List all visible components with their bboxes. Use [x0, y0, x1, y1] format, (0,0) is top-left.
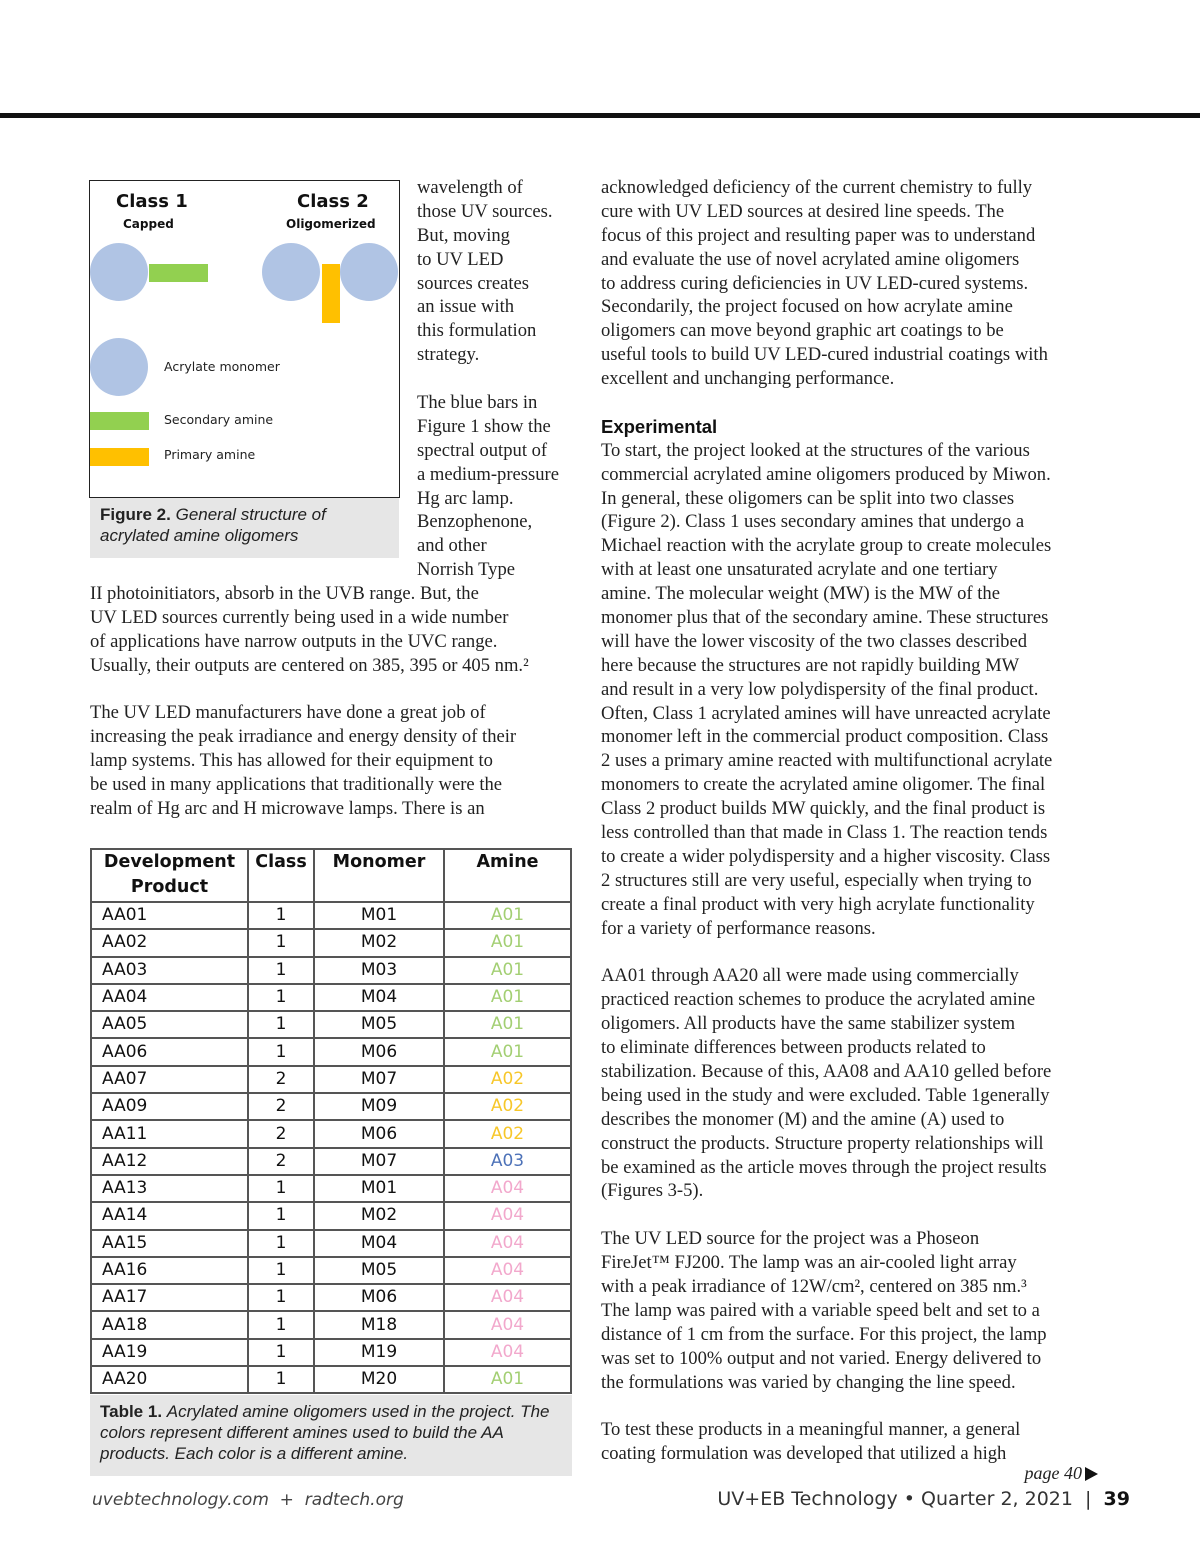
text-line: this formulation	[417, 320, 537, 342]
product-cell: AA15	[91, 1230, 248, 1257]
class-cell: 1	[248, 929, 314, 956]
continued-page-label: page 40	[1024, 1463, 1082, 1483]
text-line: Secondarily, the project focused on how acrylate amine	[601, 296, 1013, 318]
text-line: AA01 through AA20 all were made using commercially	[601, 965, 1019, 987]
table-row	[91, 1230, 571, 1257]
paragraph-break	[601, 1394, 1052, 1418]
table-row	[91, 929, 571, 956]
amine-cell: A03	[444, 1148, 571, 1175]
monomer-cell: M02	[314, 929, 444, 956]
table-row	[91, 1093, 571, 1120]
monomer-cell: M07	[314, 1148, 444, 1175]
text-line: spectral output of	[417, 439, 548, 461]
text-line: and other	[417, 535, 487, 557]
product-cell: AA17	[91, 1284, 248, 1311]
text-line: acknowledged deficiency of the current chemistry to fully	[601, 177, 1033, 198]
col-header-class: Class	[248, 849, 314, 902]
product-cell: AA13	[91, 1175, 248, 1202]
text-line: The blue bars in	[417, 392, 538, 414]
text-line: describes the monomer (M) and the amine (A) used to	[601, 1108, 1005, 1130]
text-line: Michael reaction with the acrylate group to create molecules	[601, 535, 1052, 557]
table-row	[91, 1366, 571, 1393]
text-line: with at least one unsaturated acrylate and one tertiary	[601, 559, 998, 581]
class2-monomer-circle-right	[340, 243, 398, 301]
class2-monomer-circle-left	[262, 243, 320, 301]
section-heading: Experimental	[601, 415, 718, 437]
product-cell: AA01	[91, 902, 248, 929]
amine-cell: A01	[444, 929, 571, 956]
table-row	[91, 957, 571, 984]
text-line: monomers to create the acrylated amine oligomer. The final	[601, 774, 1046, 796]
product-cell: AA07	[91, 1066, 248, 1093]
text-line: But, moving	[417, 224, 510, 246]
text-line: lamp systems. This has allowed for their equipment to	[90, 750, 493, 772]
product-cell: AA09	[91, 1093, 248, 1120]
caption-text: Acrylated amine oligomers used in the project. The colors represent different amines used to build the AA products. Each color is a different amine.	[100, 1402, 550, 1463]
monomer-cell: M06	[314, 1120, 444, 1147]
text-line: 2 structures still are very useful, especially when trying to	[601, 869, 1032, 891]
continue-arrow-icon	[1085, 1467, 1098, 1481]
text-line: increasing the peak irradiance and energy density of their	[90, 726, 517, 748]
text-line: was set to 100% output and not varied. Energy delivered to	[601, 1347, 1042, 1369]
monomer-cell: M04	[314, 1230, 444, 1257]
text-line: wavelength of	[417, 177, 523, 198]
legend-acrylate-monomer: Acrylate monomer	[164, 359, 280, 374]
footer-publication	[717, 1488, 1130, 1510]
monomer-cell: M01	[314, 1175, 444, 1202]
amine-cell: A04	[444, 1284, 571, 1311]
text-line: less controlled than that made in Class 1. The reaction tends	[601, 822, 1048, 844]
table-row	[91, 1120, 571, 1147]
product-cell: AA05	[91, 1011, 248, 1038]
class2-subtitle: Oligomerized	[286, 217, 376, 231]
product-cell: AA03	[91, 957, 248, 984]
text-line: with a peak irradiance of 12W/cm², centered on 385 nm.³	[601, 1275, 1027, 1297]
class-cell: 1	[248, 1230, 314, 1257]
legend-monomer-circle	[90, 338, 148, 396]
text-line: To test these products in a meaningful manner, a general	[601, 1419, 1021, 1441]
table-row	[91, 1175, 571, 1202]
monomer-cell: M20	[314, 1366, 444, 1393]
table-1-caption	[90, 1395, 572, 1476]
text-line: Often, Class 1 acrylated amines will have unreacted acrylate	[601, 702, 1051, 724]
text-line: useful tools to build UV LED-cured industrial coatings with	[601, 344, 1048, 366]
text-line: create a final product with very high acrylate functionality	[601, 893, 1035, 915]
class-cell: 1	[248, 1339, 314, 1366]
text-line: of applications have narrow outputs in the UVC range.	[90, 630, 498, 652]
class-cell: 2	[248, 1066, 314, 1093]
amine-cell: A04	[444, 1230, 571, 1257]
amine-cell: A01	[444, 984, 571, 1011]
text-line: and result in a very low polydispersity of the final product.	[601, 678, 1039, 700]
paragraph-break	[601, 391, 1052, 415]
table-row	[91, 1066, 571, 1093]
text-line: a medium-pressure	[417, 463, 559, 485]
product-cell: AA06	[91, 1038, 248, 1065]
left-body-text	[90, 582, 529, 821]
text-line: oligomers. All products have the same stabilizer system	[601, 1013, 1016, 1035]
monomer-cell: M19	[314, 1339, 444, 1366]
paragraph-break	[417, 367, 559, 391]
text-line: the formulations was varied by changing the line speed.	[601, 1371, 1016, 1393]
class1-monomer-circle	[90, 243, 148, 301]
text-line: to UV LED	[417, 248, 504, 270]
col-header-product: Development Product	[91, 849, 248, 902]
text-line: Benzophenone,	[417, 511, 533, 533]
text-line: those UV sources.	[417, 200, 553, 222]
text-line: distance of 1 cm from the surface. For this project, the lamp	[601, 1323, 1047, 1345]
class1-title: Class 1	[116, 191, 188, 212]
text-line: Usually, their outputs are centered on 385, 395 or 405 nm.²	[90, 654, 529, 676]
class-cell: 1	[248, 1038, 314, 1065]
left-wrap-text	[417, 176, 559, 582]
amine-cell: A02	[444, 1093, 571, 1120]
monomer-cell: M05	[314, 1011, 444, 1038]
text-line: monomer plus that of the secondary amine. These structures	[601, 607, 1049, 629]
monomer-cell: M02	[314, 1202, 444, 1229]
class-cell: 1	[248, 984, 314, 1011]
class-cell: 1	[248, 1311, 314, 1338]
text-line: and evaluate the use of novel acrylated amine oligomers	[601, 248, 1020, 270]
text-line: The lamp was paired with a variable speed belt and set to a	[601, 1299, 1040, 1321]
monomer-cell: M06	[314, 1284, 444, 1311]
monomer-cell: M01	[314, 902, 444, 929]
caption-label: Table 1.	[100, 1402, 163, 1421]
paragraph-break	[601, 941, 1052, 965]
amine-cell: A04	[444, 1339, 571, 1366]
amine-cell: A04	[444, 1202, 571, 1229]
table-row	[91, 1148, 571, 1175]
table-row	[91, 1202, 571, 1229]
class-cell: 1	[248, 1011, 314, 1038]
monomer-cell: M06	[314, 1038, 444, 1065]
paragraph-break	[90, 678, 529, 702]
product-cell: AA19	[91, 1339, 248, 1366]
text-line: cure with UV LED sources at desired line speeds. The	[601, 200, 1005, 222]
table-row	[91, 1339, 571, 1366]
product-cell: AA14	[91, 1202, 248, 1229]
class1-secondary-amine-bar	[149, 264, 208, 282]
col-header-amine: Amine	[444, 849, 571, 902]
class-cell: 2	[248, 1093, 314, 1120]
legend-secondary-amine: Secondary amine	[164, 412, 274, 427]
text-line: coating formulation was developed that utilized a high	[601, 1443, 1007, 1465]
page-number: 39	[1103, 1488, 1130, 1510]
text-line: will have the lower viscosity of the two classes described	[601, 630, 1027, 652]
amine-cell: A04	[444, 1311, 571, 1338]
monomer-cell: M03	[314, 957, 444, 984]
amine-cell: A01	[444, 1011, 571, 1038]
text-line: monomer left in the commercial product composition. Class	[601, 726, 1049, 748]
text-line: here because the structures are not rapidly building MW	[601, 654, 1020, 676]
text-line: 2 uses a primary amine reacted with multifunctional acrylate	[601, 750, 1053, 772]
text-line: FireJet™ FJ200. The lamp was an air-cooled light array	[601, 1252, 1017, 1274]
table-row	[91, 1284, 571, 1311]
text-line: to eliminate differences between products related to	[601, 1037, 986, 1059]
text-line: be examined as the article moves through the project results	[601, 1156, 1047, 1178]
monomer-cell: M18	[314, 1311, 444, 1338]
amine-cell: A01	[444, 902, 571, 929]
text-line: stabilization. Because of this, AA08 and AA10 gelled before	[601, 1060, 1052, 1082]
text-line: practiced reaction schemes to produce the acrylated amine	[601, 989, 1036, 1011]
class-cell: 2	[248, 1148, 314, 1175]
figure-2-diagram	[89, 180, 400, 498]
amine-cell: A02	[444, 1066, 571, 1093]
text-line: amine. The molecular weight (MW) is the MW of the	[601, 583, 1000, 605]
class-cell: 1	[248, 1202, 314, 1229]
table-row	[91, 1311, 571, 1338]
amine-cell: A04	[444, 1257, 571, 1284]
product-cell: AA12	[91, 1148, 248, 1175]
text-line: realm of Hg arc and H microwave lamps. There is an	[90, 798, 485, 820]
footer-websites: uvebtechnology.com + radtech.org	[92, 1490, 404, 1510]
table-row	[91, 1011, 571, 1038]
text-line: being used in the study and were excluded. Table 1generally	[601, 1084, 1050, 1106]
text-line: to create a wider polydispersity and a higher viscosity. Class	[601, 845, 1051, 867]
footer-issue: UV+EB Technology • Quarter 2, 2021 |	[717, 1488, 1104, 1510]
legend-secondary-swatch	[90, 412, 149, 430]
text-line: In general, these oligomers can be split into two classes	[601, 487, 1015, 509]
text-line: II photoinitiators, absorb in the UVB range. But, the	[90, 583, 479, 604]
text-line: construct the products. Structure property relationships will	[601, 1132, 1044, 1154]
header-rule	[0, 113, 1200, 118]
legend-primary-amine: Primary amine	[164, 447, 256, 462]
product-cell: AA11	[91, 1120, 248, 1147]
class1-subtitle: Capped	[123, 217, 174, 231]
class2-primary-amine-bar	[322, 264, 340, 323]
text-line: The UV LED manufacturers have done a great job of	[90, 702, 486, 724]
text-line: (Figure 2). Class 1 uses secondary amines that undergo a	[601, 511, 1025, 533]
product-cell: AA20	[91, 1366, 248, 1393]
class-cell: 2	[248, 1120, 314, 1147]
product-cell: AA02	[91, 929, 248, 956]
monomer-cell: M09	[314, 1093, 444, 1120]
class2-title: Class 2	[297, 191, 369, 212]
legend-primary-swatch	[90, 448, 149, 466]
text-line: excellent and unchanging performance.	[601, 368, 895, 390]
text-line: an issue with	[417, 296, 515, 318]
table-row	[91, 984, 571, 1011]
amine-cell: A01	[444, 1366, 571, 1393]
monomer-cell: M07	[314, 1066, 444, 1093]
table-row	[91, 1038, 571, 1065]
product-cell: AA18	[91, 1311, 248, 1338]
text-line: be used in many applications that traditionally were the	[90, 774, 503, 796]
amine-cell: A04	[444, 1175, 571, 1202]
class-cell: 1	[248, 1284, 314, 1311]
figure-2-caption	[90, 498, 399, 558]
text-line: sources creates	[417, 272, 530, 294]
text-line: To start, the project looked at the structures of the various	[601, 439, 1030, 461]
class-cell: 1	[248, 957, 314, 984]
amine-cell: A01	[444, 957, 571, 984]
class-cell: 1	[248, 1366, 314, 1393]
monomer-cell: M04	[314, 984, 444, 1011]
text-line: The UV LED source for the project was a Phoseon	[601, 1228, 980, 1250]
class-cell: 1	[248, 1257, 314, 1284]
text-line: focus of this project and resulting paper was to understand	[601, 224, 1036, 246]
table-1	[90, 848, 572, 1394]
text-line: strategy.	[417, 344, 480, 366]
table-row	[91, 902, 571, 929]
product-cell: AA16	[91, 1257, 248, 1284]
text-line: UV LED sources currently being used in a wide number	[90, 606, 509, 628]
text-line: to address curing deficiencies in UV LED-cured systems.	[601, 272, 1029, 294]
text-line: Hg arc lamp.	[417, 487, 514, 509]
text-line: Figure 1 show the	[417, 415, 551, 437]
product-cell: AA04	[91, 984, 248, 1011]
table-row	[91, 1257, 571, 1284]
col-header-monomer: Monomer	[314, 849, 444, 902]
text-line: oligomers can move beyond graphic art coatings to be	[601, 320, 1004, 342]
monomer-cell: M05	[314, 1257, 444, 1284]
class-cell: 1	[248, 1175, 314, 1202]
caption-label: Figure 2.	[100, 505, 171, 524]
paragraph-break	[601, 1203, 1052, 1227]
right-body-text	[601, 176, 1052, 1466]
text-line: Norrish Type	[417, 559, 516, 581]
class-cell: 1	[248, 902, 314, 929]
text-line: commercial acrylated amine oligomers produced by Miwon.	[601, 463, 1051, 485]
caption-text: General structure of acrylated amine oligomers	[100, 505, 326, 545]
text-line: Class 2 product builds MW quickly, and the final product is	[601, 798, 1046, 820]
amine-cell: A01	[444, 1038, 571, 1065]
text-line: (Figures 3-5).	[601, 1180, 704, 1202]
amine-cell: A02	[444, 1120, 571, 1147]
text-line: for a variety of performance reasons.	[601, 917, 876, 939]
